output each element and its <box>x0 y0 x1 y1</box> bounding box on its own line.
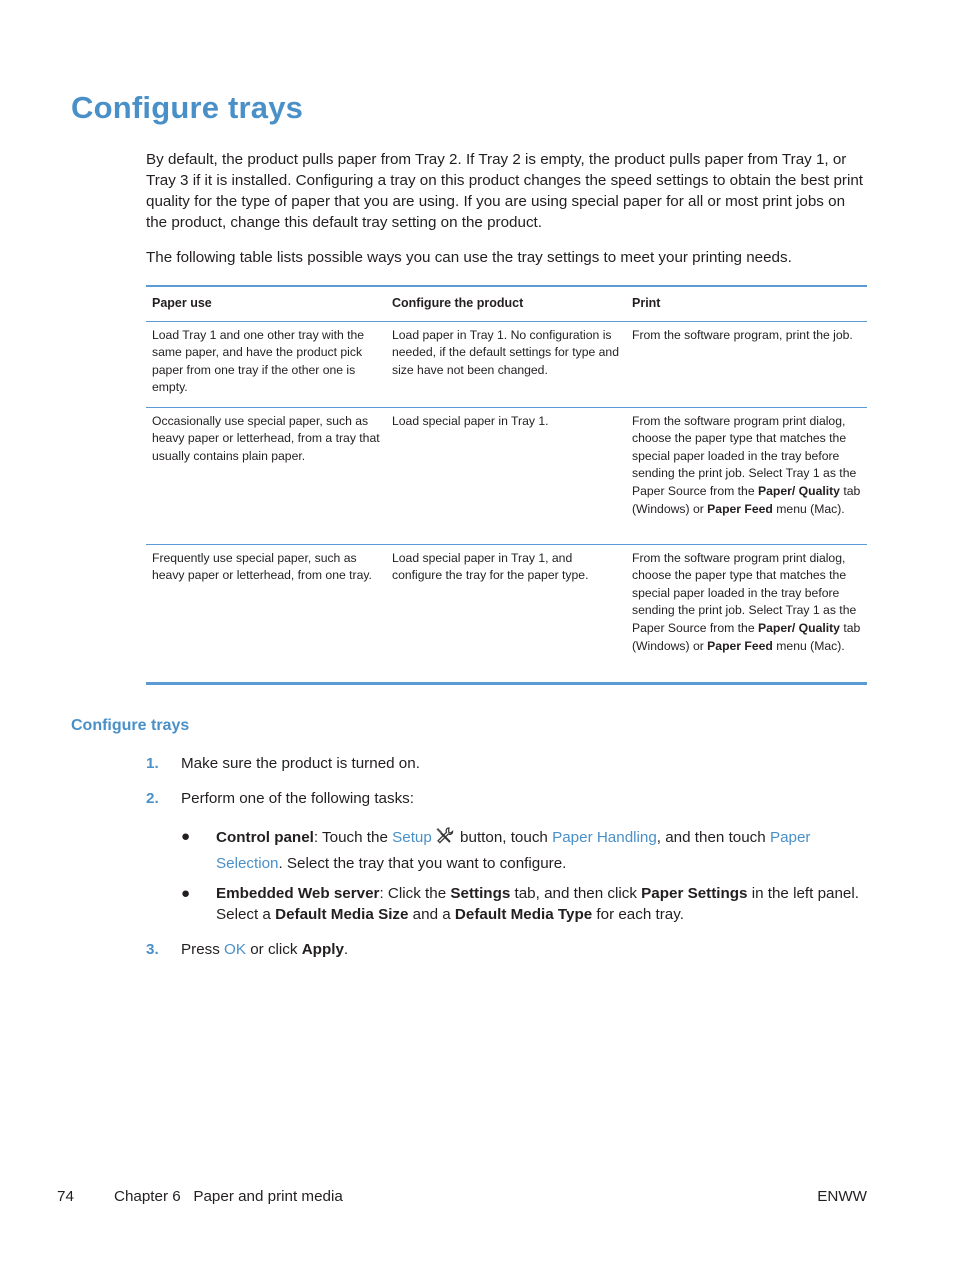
step-text: Perform one of the following tasks: <box>181 790 414 807</box>
table-header-row <box>146 286 867 321</box>
step-number: 2. <box>146 790 159 807</box>
cell-print: From the software program print dialog, choose the paper type that matches the special paper loaded in the tray before sending the print job. Select Tray 1 as the Paper Source from the Paper/ Quality tab (Windows) or Paper Feed menu (Mac). <box>626 544 867 683</box>
column-header-configure: Configure the product <box>386 286 626 321</box>
page-title: Configure trays <box>71 90 304 125</box>
setup-wrench-icon <box>434 825 454 852</box>
bullet-dot: ● <box>181 885 191 902</box>
bullet-text: Control panel: Touch the Setup button, touch Paper Handling, and then touch Paper Selection. Select the tray that you want to configure. <box>216 825 866 875</box>
table-row <box>146 321 867 407</box>
tray-settings-table <box>146 285 867 685</box>
ok-link[interactable]: OK <box>224 941 246 958</box>
step-number: 1. <box>146 755 159 772</box>
table-row <box>146 407 867 544</box>
cell-paper-use: Occasionally use special paper, such as heavy paper or letterhead, from a tray that usually contains plain paper. <box>146 407 386 544</box>
column-header-print: Print <box>626 286 867 321</box>
paper-selection-link[interactable]: Paper Selection <box>216 829 811 872</box>
cell-configure: Load paper in Tray 1. No configuration is needed, if the default settings for type and size have not been changed. <box>386 321 626 407</box>
cell-configure: Load special paper in Tray 1, and configure the tray for the paper type. <box>386 544 626 683</box>
paper-handling-link[interactable]: Paper Handling <box>552 829 657 846</box>
cell-paper-use: Frequently use special paper, such as heavy paper or letterhead, from one tray. <box>146 544 386 683</box>
intro-paragraph: By default, the product pulls paper from Tray 2. If Tray 2 is empty, the product pulls paper from Tray 1, or Tray 3 if it is installed. Configuring a tray on this product changes the speed settings to obtain the best print quality for the type of paper that you are using. If you are using special paper for all or most print jobs on the product, change this default tray setting on the product. <box>146 151 864 231</box>
chapter-title: Chapter 6 Paper and print media <box>114 1188 343 1205</box>
table-intro-paragraph: The following table lists possible ways you can use the tray settings to meet your printing needs. <box>146 249 792 266</box>
table-row <box>146 544 867 683</box>
setup-link[interactable]: Setup <box>392 829 432 846</box>
footer-right-label: ENWW <box>817 1188 867 1205</box>
bullet-text: Embedded Web server: Click the Settings tab, and then click Paper Settings in the left panel. Select a Default Media Size and a Default Media Type for each tray. <box>216 885 859 923</box>
column-header-paper-use: Paper use <box>146 286 386 321</box>
page-number: 74 <box>57 1188 74 1205</box>
step-text: Make sure the product is turned on. <box>181 755 420 772</box>
cell-paper-use: Load Tray 1 and one other tray with the same paper, and have the product pick paper from one tray if the other one is empty. <box>146 321 386 407</box>
cell-print: From the software program print dialog, choose the paper type that matches the special paper loaded in the tray before sending the print job. Select Tray 1 as the Paper Source from the Paper/ Quality tab (Windows) or Paper Feed menu (Mac). <box>626 407 867 544</box>
bullet-dot: ● <box>181 828 191 845</box>
cell-print: From the software program, print the job. <box>626 321 867 407</box>
step-number: 3. <box>146 941 159 958</box>
step-text: Press OK or click Apply. <box>181 941 349 958</box>
cell-configure: Load special paper in Tray 1. <box>386 407 626 544</box>
section-heading: Configure trays <box>71 717 190 734</box>
